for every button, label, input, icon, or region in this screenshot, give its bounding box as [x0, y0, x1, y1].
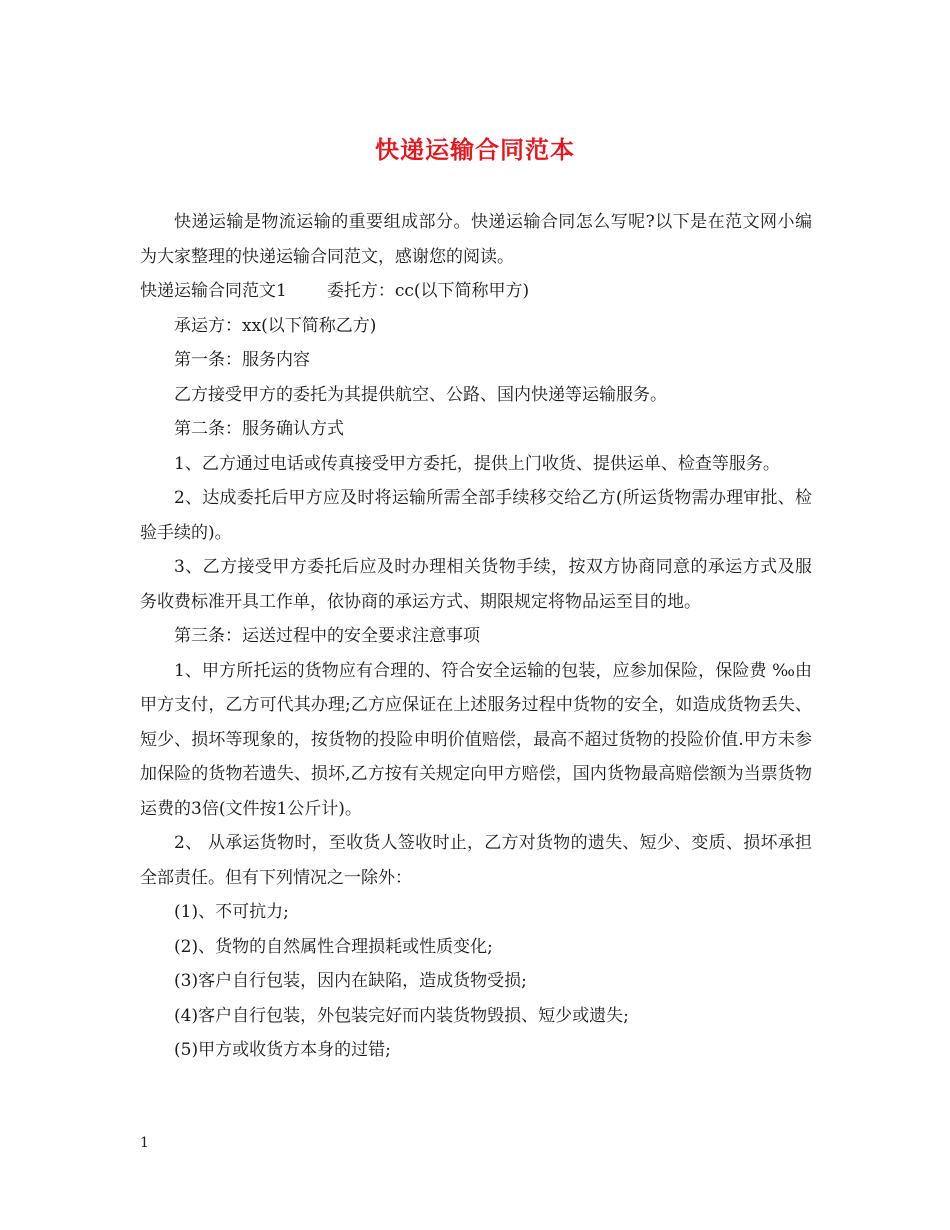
- article-3-item-1: 1、甲方所托运的货物应有合理的、符合安全运输的包装，应参加保险，保险费 ‰由甲方支付，乙方可代其办理;乙方应保证在上述服务过程中货物的安全，如造成货物丢失、短少、损坏等现象的，按货物的投险申明价值赔偿，最高不超过货物的投险价值.甲方未参加保险的货物若遗失、损坏,乙方按有关规定向甲方赔偿，国内货物最高赔偿额为当票货物运费的3倍(文件按1公斤计)。: [140, 660, 812, 819]
- sample-heading-line: [140, 274, 812, 309]
- exception-5: (5)甲方或收货方本身的过错;: [174, 1040, 391, 1060]
- exception-2: (2)、货物的自然属性合理损耗或性质变化;: [174, 936, 493, 957]
- article-1-heading: 第一条：服务内容: [174, 350, 310, 370]
- article-3-heading: 第三条：运送过程中的安全要求注意事项: [174, 626, 480, 646]
- client-party: 委托方：cc(以下简称甲方): [326, 281, 530, 301]
- sample-heading: 快递运输合同范文1: [140, 281, 287, 301]
- page-number: 1: [140, 1135, 149, 1151]
- intro-paragraph: 快递运输是物流运输的重要组成部分。快递运输合同怎么写呢?以下是在范文网小编为大家整理的快递运输合同范文，感谢您的阅读。: [140, 212, 812, 267]
- article-2-item-2: 2、达成委托后甲方应及时将运输所需全部手续移交给乙方(所运货物需办理审批、检验手续的)。: [140, 488, 812, 543]
- exception-4: (4)客户自行包装，外包装完好而内装货物毁损、短少或遗失;: [174, 1005, 629, 1026]
- article-3-item-2: 2、 从承运货物时，至收货人签收时止，乙方对货物的遗失、短少、变质、损坏承担全部责任。但有下列情况之一除外：: [140, 833, 812, 888]
- exception-3: (3)客户自行包装，因内在缺陷，造成货物受损;: [174, 971, 527, 991]
- article-2-heading: 第二条：服务确认方式: [174, 419, 344, 439]
- article-2-item-3: 3、乙方接受甲方委托后应及时办理相关货物手续，按双方协商同意的承运方式及服务收费标准开具工作单，依协商的承运方式、期限规定将物品运至目的地。: [140, 557, 812, 612]
- carrier-party: 承运方：xx(以下简称乙方): [174, 315, 377, 336]
- article-2-item-1: 1、乙方通过电话或传真接受甲方委托，提供上门收货、提供运单、检查等服务。: [174, 453, 780, 474]
- document-body: [140, 205, 812, 1068]
- document-title: 快递运输合同范本: [375, 135, 575, 164]
- exception-1: (1)、不可抗力;: [174, 902, 289, 922]
- article-1-content: 乙方接受甲方的委托为其提供航空、公路、国内快递等运输服务。: [174, 384, 667, 405]
